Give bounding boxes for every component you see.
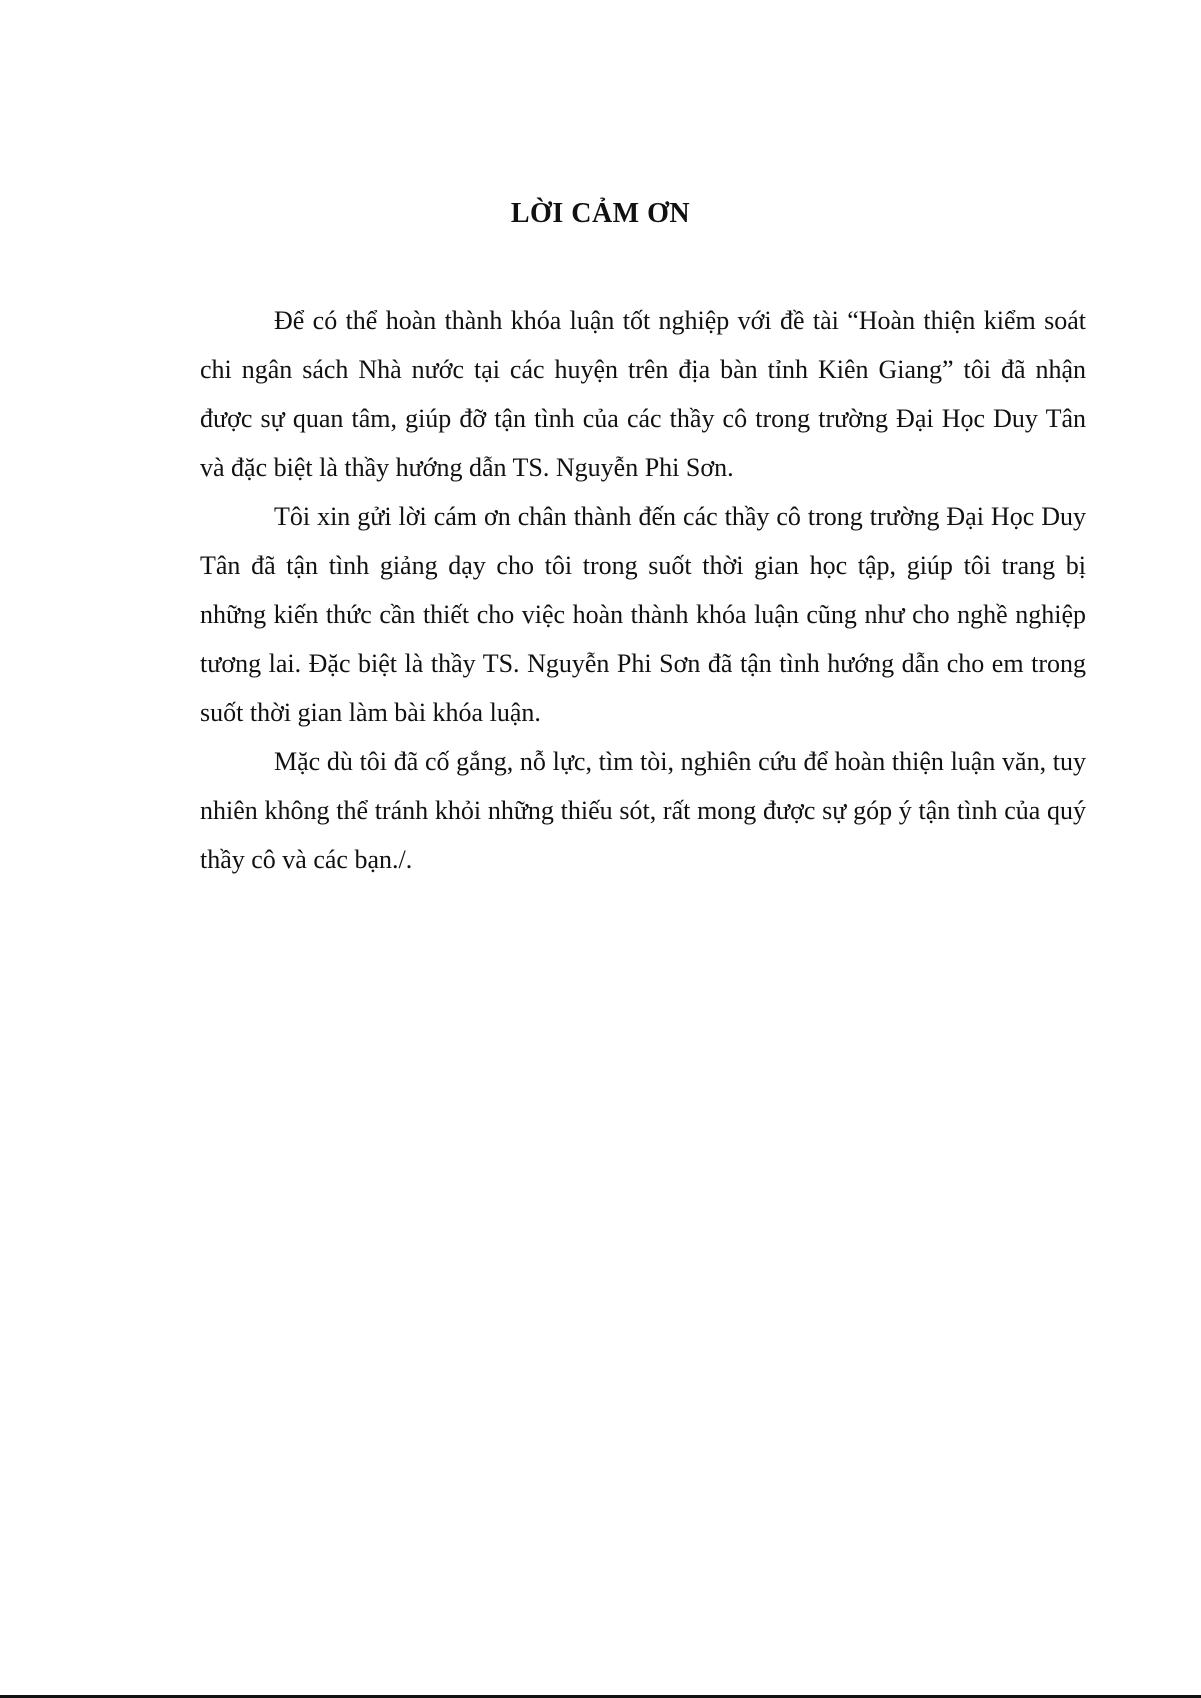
- body-text: [200, 296, 1086, 884]
- page-title: LỜI CẢM ƠN: [510, 198, 691, 229]
- paragraph-2: Tôi xin gửi lời cám ơn chân thành đến các thầy cô trong trường Đại Học Duy Tân đã tận tình giảng dạy cho tôi trong suốt thời gian học tập, giúp tôi trang bị những kiến thức cần thiết cho việc hoàn thành khóa luận cũng như cho nghề nghiệp tương lai. Đặc biệt là thầy TS. Nguyễn Phi Sơn đã tận tình hướng dẫn cho em trong suốt thời gian làm bài khóa luận.: [200, 502, 1086, 727]
- paragraph-1: Để có thể hoàn thành khóa luận tốt nghiệp với đề tài “Hoàn thiện kiểm soát chi ngân sách Nhà nước tại các huyện trên địa bàn tỉnh Kiên Giang” tôi đã nhận được sự quan tâm, giúp đỡ tận tình của các thầy cô trong trường Đại Học Duy Tân và đặc biệt là thầy hướng dẫn TS. Nguyễn Phi Sơn.: [200, 306, 1086, 482]
- paragraph-3: Mặc dù tôi đã cố gắng, nỗ lực, tìm tòi, nghiên cứu để hoàn thiện luận văn, tuy nhiên không thể tránh khỏi những thiếu sót, rất mong được sự góp ý tận tình của quý thầy cô và các bạn./.: [200, 747, 1086, 874]
